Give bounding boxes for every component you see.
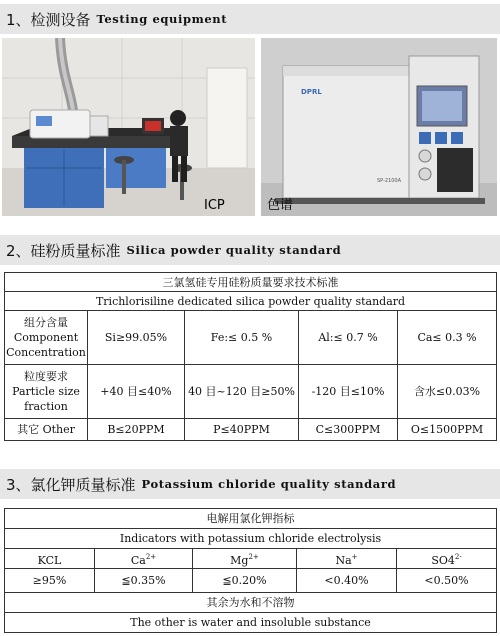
header-cell xyxy=(297,549,397,569)
section-3-title-en: Potassium chloride quality standard xyxy=(141,477,397,491)
header-base: Na xyxy=(335,553,352,567)
table-cell: Al:≤ 0.7 % xyxy=(299,311,398,365)
table-cell: <0.50% xyxy=(397,569,497,593)
label-line: fraction xyxy=(24,400,68,413)
header-sup: 2- xyxy=(454,552,462,561)
section-3-title-cn: 3、氯化钾质量标准 xyxy=(6,475,136,494)
label-line: Component xyxy=(13,331,79,344)
table-cell: O≤1500PPM xyxy=(398,419,497,441)
table-2-note-cn: 其余为水和不溶物 xyxy=(5,593,497,613)
header-cell xyxy=(95,549,193,569)
silica-standard-table xyxy=(4,272,497,441)
header-sup: + xyxy=(351,552,358,561)
potassium-chloride-table xyxy=(4,508,497,633)
table-cell: Si≥99.05% xyxy=(88,311,185,365)
section-1-header xyxy=(0,4,500,34)
table-cell: ≦0.35% xyxy=(95,569,193,593)
header-base: Ca xyxy=(130,553,146,567)
table-cell: <0.40% xyxy=(297,569,397,593)
chromatograph-photo xyxy=(261,38,497,216)
row-label xyxy=(5,311,88,365)
table-2-title-en: Indicators with potassium chloride electrolysis xyxy=(5,529,497,549)
row-label: 其它 Other xyxy=(5,419,88,441)
icp-lab-photo xyxy=(2,38,255,216)
label-line: 组分含量 xyxy=(24,316,68,329)
table-cell: +40 目≤40% xyxy=(88,365,185,419)
table-2-title-cn: 电解用氯化钾指标 xyxy=(5,509,497,529)
header-base: Mg xyxy=(230,553,249,567)
table-row xyxy=(5,311,497,365)
section-2-title-en: Silica powder quality standard xyxy=(126,243,342,257)
chromatograph-illustration xyxy=(261,38,497,216)
table-cell: 含水≤0.03% xyxy=(398,365,497,419)
label-line: Concentration xyxy=(6,346,86,359)
table-cell: C≤300PPM xyxy=(299,419,398,441)
instrument-model: SP-2100A xyxy=(377,178,402,184)
table-cell: -120 目≤10% xyxy=(299,365,398,419)
header-sup: 2+ xyxy=(145,552,157,561)
table-row xyxy=(5,419,497,441)
table-cell: 40 目~120 目≥50% xyxy=(185,365,299,419)
header-cell xyxy=(397,549,497,569)
header-base: KCL xyxy=(37,553,62,567)
table-1-title-cn: 三氯氢硅专用硅粉质量要求技术标准 xyxy=(5,273,497,292)
table-2-note-en: The other is water and insoluble substance xyxy=(5,613,497,633)
header-cell xyxy=(5,549,95,569)
chromatograph-caption: 色谱 xyxy=(267,198,294,213)
section-1-title-cn: 1、检测设备 xyxy=(6,10,91,29)
table-cell: ≥95% xyxy=(5,569,95,593)
table-row xyxy=(5,365,497,419)
table-header-row xyxy=(5,549,497,569)
table-cell: Fe:≤ 0.5 % xyxy=(185,311,299,365)
header-base: SO4 xyxy=(431,553,455,567)
section-2-title-cn: 2、硅粉质量标准 xyxy=(6,241,121,260)
table-row xyxy=(5,569,497,593)
label-line: 粒度要求 xyxy=(24,370,68,383)
section-1-title-en: Testing equipment xyxy=(96,12,228,26)
row-label xyxy=(5,365,88,419)
instrument-brand: DPRL xyxy=(301,88,322,96)
table-cell: P≤40PPM xyxy=(185,419,299,441)
table-cell: Ca≤ 0.3 % xyxy=(398,311,497,365)
table-cell: ≦0.20% xyxy=(193,569,297,593)
icp-lab-illustration xyxy=(2,38,255,216)
table-1-title-en: Trichlorisiline dedicated silica powder quality standard xyxy=(5,292,497,311)
header-sup: 2+ xyxy=(248,552,259,561)
section-3-header xyxy=(0,469,500,499)
section-2-header xyxy=(0,235,500,265)
icp-caption: ICP xyxy=(204,198,225,213)
label-line: Particle size xyxy=(12,385,80,398)
header-cell xyxy=(193,549,297,569)
table-cell: B≤20PPM xyxy=(88,419,185,441)
